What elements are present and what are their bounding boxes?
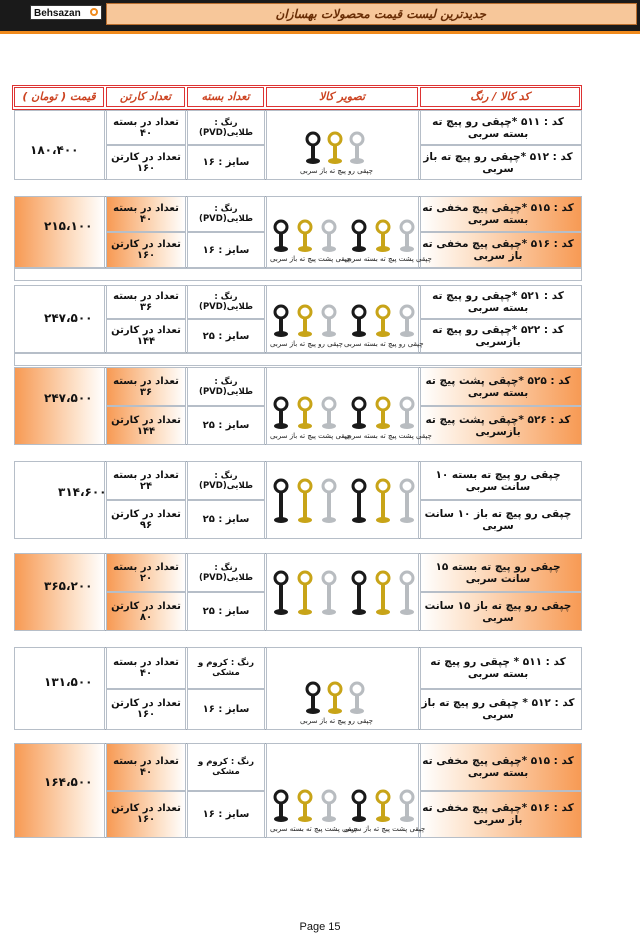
holder-icon xyxy=(306,683,320,714)
col-header-price: قیمت ( تومان ) xyxy=(14,87,104,107)
product-color: رنگ : کروم و مشکی xyxy=(187,647,265,689)
product-code-name: چپقی رو پیچ ته باز ۱۵ سانت سربی xyxy=(420,592,582,631)
holder-icon xyxy=(400,221,414,252)
carton-count: تعداد در کارتن ۱۶۰ xyxy=(106,791,186,839)
pack-count: تعداد در بسته ۴۰ xyxy=(106,647,186,689)
pack-count: تعداد در بسته ۲۰ xyxy=(106,553,186,592)
product-photo xyxy=(266,743,419,838)
holder-icon xyxy=(400,572,414,615)
photo-caption: چپقی رو پیچ ته باز سربی xyxy=(270,340,343,348)
holder-icon xyxy=(376,306,390,337)
header-banner xyxy=(106,3,637,25)
product-size: سایز : ۱۶ xyxy=(187,232,265,268)
holder-icon xyxy=(298,306,312,337)
product-color: رنگ : طلایی(PVD) xyxy=(187,367,265,406)
holder-icon xyxy=(376,572,390,615)
product-size: سایز : ۲۵ xyxy=(187,500,265,539)
product-photo xyxy=(266,461,419,539)
price-value: ۱۸۰،۴۰۰ xyxy=(30,143,79,157)
price-cell xyxy=(14,461,105,539)
product-photo xyxy=(266,553,419,631)
photo-caption: چپقی پشت پیچ ته باز سربی xyxy=(270,432,352,440)
holder-icon xyxy=(328,133,342,164)
holder-icon xyxy=(322,398,336,429)
holder-icon xyxy=(328,683,342,714)
product-color: رنگ : طلایی(PVD) xyxy=(187,553,265,592)
holder-icon xyxy=(352,221,366,252)
photo-caption: چپقی پشت پیچ ته بسته سربی xyxy=(270,825,358,833)
price-value: ۳۶۵،۲۰۰ xyxy=(44,579,93,593)
holder-icon xyxy=(298,221,312,252)
photo-caption: چپقی پشت پیچ ته بسته سربی xyxy=(344,255,432,263)
product-code-name: کد : ۵۱۵ *چپقی پیچ مخفی ته بسته سربی xyxy=(420,196,582,232)
pack-count: تعداد در بسته ۲۴ xyxy=(106,461,186,500)
carton-count: تعداد در کارتن ۹۶ xyxy=(106,500,186,539)
brand-logo-text: Behsazan xyxy=(34,8,81,19)
curtain-holder-image xyxy=(267,554,420,632)
price-value: ۲۴۷،۵۰۰ xyxy=(44,391,93,405)
page-number: Page 15 xyxy=(299,921,341,933)
holder-icon xyxy=(376,791,390,822)
price-value: ۳۱۴،۶۰۰ xyxy=(58,485,107,499)
product-code-name: چپقی رو پیچ ته بسته ۱۵ سانت سربی xyxy=(420,553,582,592)
holder-icon xyxy=(376,221,390,252)
product-size: سایز : ۲۵ xyxy=(187,592,265,631)
product-code-name: کد : ۵۱۵ *چپقی پیچ مخفی ته بسته سربی xyxy=(420,743,582,791)
col-header-image: تصویر کالا xyxy=(266,87,418,107)
holder-icon xyxy=(298,572,312,615)
holder-icon xyxy=(298,791,312,822)
col-header-carton: تعداد کارتن xyxy=(106,87,185,107)
holder-icon xyxy=(274,572,288,615)
holder-icon xyxy=(400,480,414,523)
pack-count: تعداد در بسته ۴۰ xyxy=(106,743,186,791)
holder-icon xyxy=(322,791,336,822)
holder-icon xyxy=(350,133,364,164)
product-color: رنگ : طلایی(PVD) xyxy=(187,461,265,500)
product-code-name: کد : ۵۱۱ *چپقی رو پیچ ته بسته سربی xyxy=(420,110,582,145)
product-code-name: کد : ۵۱۲ *چپقی رو پیچ ته باز سربی xyxy=(420,145,582,180)
carton-count: تعداد در کارتن ۱۶۰ xyxy=(106,689,186,731)
product-size: سایز : ۱۶ xyxy=(187,145,265,180)
product-code-name: کد : ۵۲۲ *چپقی رو پیچ ته بازسربی xyxy=(420,319,582,353)
holder-icon xyxy=(322,221,336,252)
carton-count: تعداد در کارتن ۱۶۰ xyxy=(106,145,186,180)
photo-caption: چپقی پشت پیچ ته بسته سربی xyxy=(344,432,432,440)
row-separator xyxy=(14,353,582,366)
holder-icon xyxy=(322,572,336,615)
holder-icon xyxy=(350,683,364,714)
price-value: ۱۶۴،۵۰۰ xyxy=(44,775,93,789)
product-size: سایز : ۱۶ xyxy=(187,791,265,839)
product-code-name: چپقی رو پیچ ته بسته ۱۰ سانت سربی xyxy=(420,461,582,500)
col-header-pack: تعداد بسته xyxy=(187,87,264,107)
product-color: رنگ : طلایی(PVD) xyxy=(187,196,265,232)
holder-icon xyxy=(274,306,288,337)
price-cell xyxy=(14,367,105,445)
curtain-holder-image xyxy=(267,462,420,540)
product-code-name: کد : ۵۲۱ *چپقی رو پیچ ته بسته سربی xyxy=(420,285,582,319)
holder-icon xyxy=(274,398,288,429)
product-size: سایز : ۲۵ xyxy=(187,319,265,353)
pack-count: تعداد در بسته ۴۰ xyxy=(106,110,186,145)
price-value: ۲۱۵،۱۰۰ xyxy=(44,219,93,233)
holder-icon xyxy=(322,480,336,523)
carton-count: تعداد در کارتن ۱۶۰ xyxy=(106,232,186,268)
holder-icon xyxy=(352,572,366,615)
product-code-name: کد : ۵۱۲ * چپقی رو پیچ ته باز سربی xyxy=(420,689,582,731)
holder-icon xyxy=(352,398,366,429)
photo-caption: چپقی پشت پیچ ته باز سربی xyxy=(344,825,426,833)
logo-ring-icon xyxy=(90,8,98,16)
holder-icon xyxy=(352,306,366,337)
product-color: رنگ : کروم و مشکی xyxy=(187,743,265,791)
product-code-name: کد : ۵۱۱ * چپقی رو پیچ ته بسته سربی xyxy=(420,647,582,689)
product-color: رنگ : طلایی(PVD) xyxy=(187,285,265,319)
holder-icon xyxy=(400,398,414,429)
holder-icon xyxy=(306,133,320,164)
pack-count: تعداد در بسته ۳۶ xyxy=(106,285,186,319)
product-code-name: کد : ۵۲۶ *چپقی پشت پیچ ته بازسربی xyxy=(420,406,582,445)
photo-caption: چپقی پشت پیچ ته باز سربی xyxy=(270,255,352,263)
product-code-name: کد : ۵۱۶ *چپقی پیچ مخفی ته باز سربی xyxy=(420,791,582,839)
holder-icon xyxy=(376,480,390,523)
carton-count: تعداد در کارتن ۱۴۴ xyxy=(106,406,186,445)
holder-icon xyxy=(274,480,288,523)
product-code-name: کد : ۵۱۶ *چپقی پیچ مخفی ته باز سربی xyxy=(420,232,582,268)
product-size: سایز : ۲۵ xyxy=(187,406,265,445)
pack-count: تعداد در بسته ۳۶ xyxy=(106,367,186,406)
top-bar-accent xyxy=(0,31,640,34)
carton-count: تعداد در کارتن ۱۴۴ xyxy=(106,319,186,353)
pack-count: تعداد در بسته ۴۰ xyxy=(106,196,186,232)
row-separator xyxy=(14,268,582,281)
holder-icon xyxy=(400,306,414,337)
holder-icon xyxy=(352,791,366,822)
holder-icon xyxy=(400,791,414,822)
photo-caption: چپقی رو پیچ ته باز سربی xyxy=(300,717,373,725)
holder-icon xyxy=(322,306,336,337)
col-header-code: کد کالا / رنگ xyxy=(420,87,580,107)
header-title: جدیدترین لیست قیمت محصولات بهسازان xyxy=(275,7,486,21)
product-code-name: چپقی رو پیچ ته باز ۱۰ سانت سربی xyxy=(420,500,582,539)
holder-icon xyxy=(298,480,312,523)
product-size: سایز : ۱۶ xyxy=(187,689,265,731)
holder-icon xyxy=(274,791,288,822)
holder-icon xyxy=(352,480,366,523)
product-code-name: کد : ۵۲۵ *چپقی پشت پیچ ته بسته سربی xyxy=(420,367,582,406)
price-value: ۱۳۱،۵۰۰ xyxy=(44,675,93,689)
photo-caption: چپقی رو پیچ ته بسته سربی xyxy=(344,340,424,348)
price-value: ۲۴۷،۵۰۰ xyxy=(44,311,93,325)
product-color: رنگ : طلایی(PVD) xyxy=(187,110,265,145)
holder-icon xyxy=(298,398,312,429)
holder-icon xyxy=(376,398,390,429)
photo-caption: چپقی رو پیچ ته باز سربی xyxy=(300,167,373,175)
price-cell xyxy=(14,743,105,838)
carton-count: تعداد در کارتن ۸۰ xyxy=(106,592,186,631)
holder-icon xyxy=(274,221,288,252)
brand-logo xyxy=(30,5,102,20)
